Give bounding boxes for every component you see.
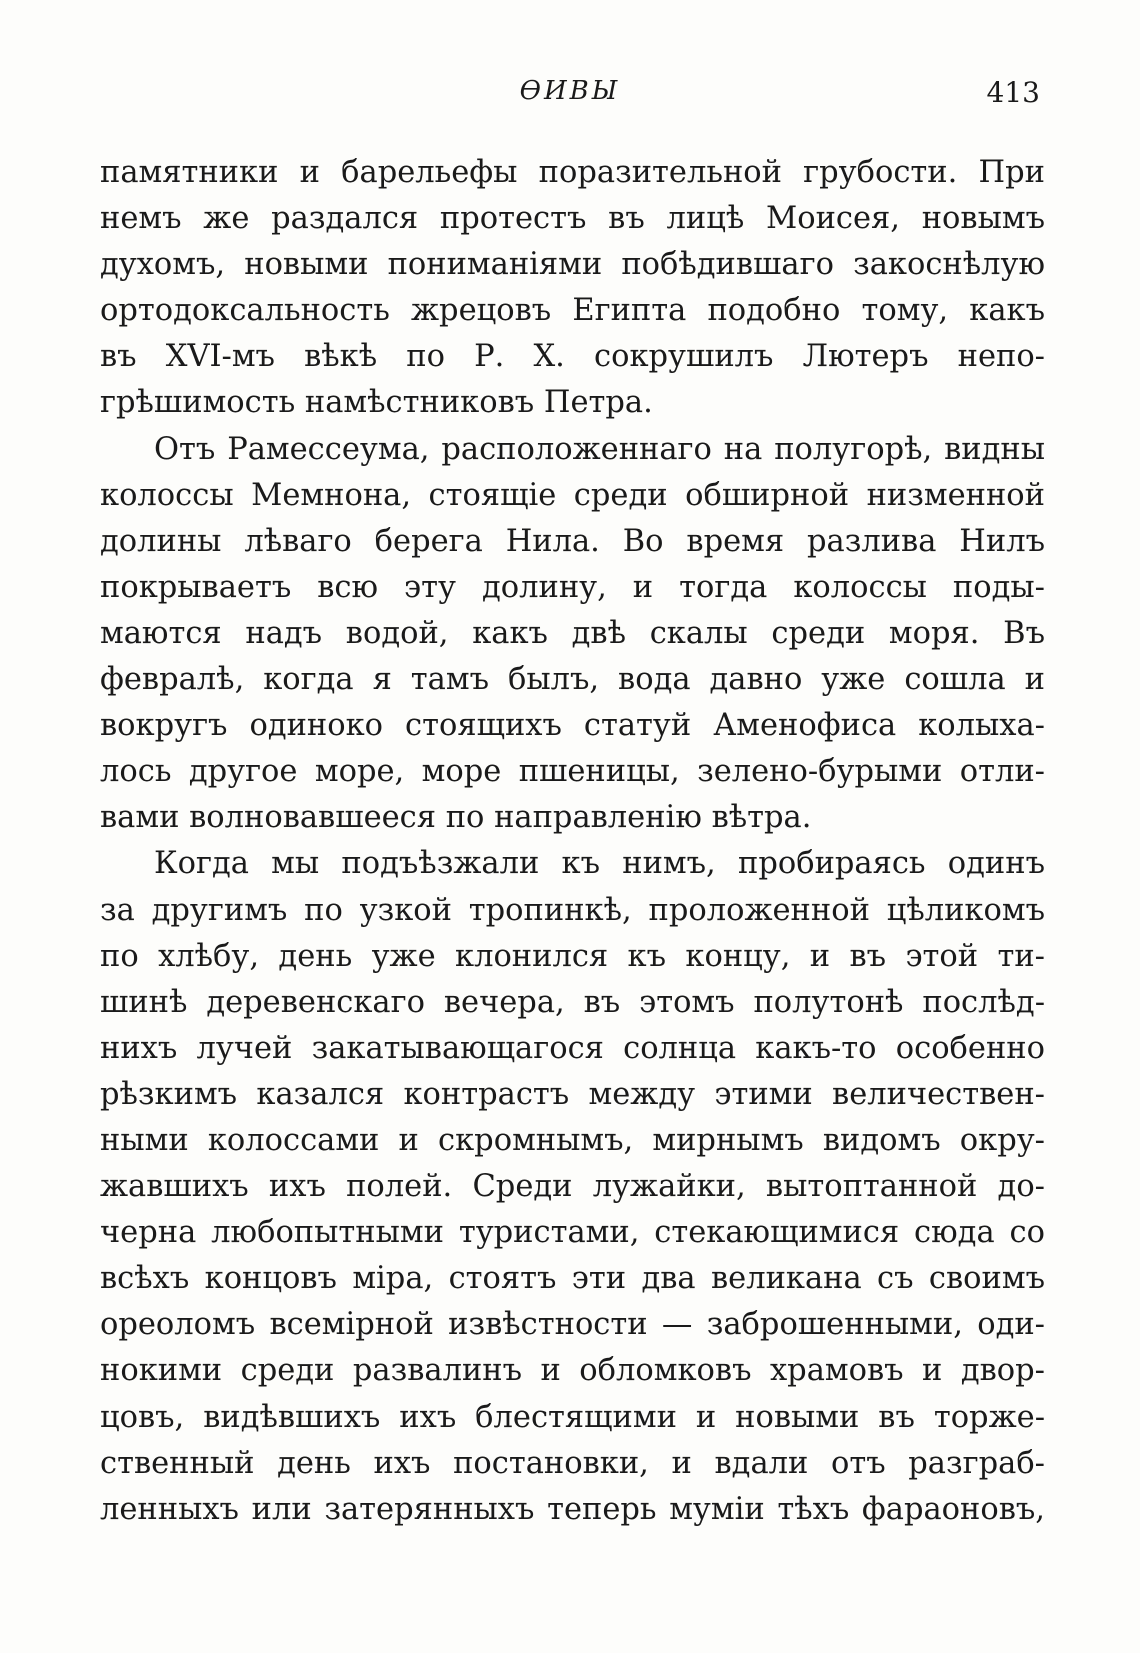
text-line: вами волновавшееся по направленію вѣтра. (100, 800, 812, 836)
text-line: маются надъ водой, какъ двѣ скалы среди моря. Въ (100, 615, 1045, 651)
text-line: всѣхъ концовъ міра, стоятъ эти два великана съ своимъ (100, 1261, 1045, 1297)
text-line: нокими среди развалинъ и обломковъ храмовъ и двор- (100, 1353, 1045, 1389)
text-line: цовъ, видѣвшихъ ихъ блестящими и новыми въ торже- (100, 1399, 1045, 1435)
page-number: 413 (986, 76, 1040, 109)
running-head (100, 72, 1040, 112)
text-line: лось другое море, море пшеницы, зелено-бурыми отли- (100, 754, 1045, 790)
text-line: долины лѣваго берега Нила. Во время разлива Нилъ (100, 523, 1045, 559)
text-line: Когда мы подъѣзжали къ нимъ, пробираясь одинъ (154, 846, 1045, 882)
text-line: немъ же раздался протестъ въ лицѣ Моисея, новымъ (100, 201, 1045, 237)
text-line: черна любопытными туристами, стекающимися сюда со (100, 1215, 1045, 1251)
text-line: нихъ лучей закатывающагося солнца какъ-то особенно (100, 1030, 1045, 1066)
text-line: рѣзкимъ казался контрастъ между этими величествен- (100, 1076, 1045, 1112)
text-line: въ XVI-мъ вѣкѣ по Р. X. сокрушилъ Лютеръ непо- (100, 339, 1045, 375)
text-line: грѣшимость намѣстниковъ Петра. (100, 385, 653, 421)
text-line: покрываетъ всю эту долину, и тогда колоссы поды- (100, 569, 1045, 605)
text-line: памятники и барельефы поразительной грубости. При (100, 155, 1045, 190)
running-title: ѲИВЫ (519, 76, 621, 106)
text-line: колоссы Мемнона, стоящіе среди обширной низменной (100, 477, 1045, 513)
text-line: духомъ, новыми пониманіями побѣдившаго закоснѣлую (100, 247, 1045, 283)
text-line: по хлѣбу, день уже клонился къ концу, и въ этой ти- (100, 938, 1045, 974)
body-text (100, 150, 1045, 1533)
text-line: ленныхъ или затерянныхъ теперь муміи тѣхъ фараоновъ, (100, 1491, 1045, 1527)
text-line: ортодоксальность жрецовъ Египта подобно тому, какъ (100, 293, 1045, 329)
text-line: вокругъ одиноко стоящихъ статуй Аменофиса колыха- (100, 708, 1045, 744)
text-line: ственный день ихъ постановки, и вдали отъ разграб- (100, 1445, 1045, 1481)
text-line: февралѣ, когда я тамъ былъ, вода давно уже сошла и (100, 662, 1045, 698)
text-line: Отъ Рамессеума, расположеннаго на полугорѣ, видны (154, 431, 1045, 467)
text-line: за другимъ по узкой тропинкѣ, проложенной цѣликомъ (100, 892, 1045, 928)
text-line: ными колоссами и скромнымъ, мирнымъ видомъ окру- (100, 1122, 1045, 1158)
text-line: жавшихъ ихъ полей. Среди лужайки, вытоптанной до- (100, 1169, 1045, 1205)
text-line: ореоломъ всемірной извѣстности — заброшенными, оди- (100, 1307, 1045, 1343)
text-line: шинѣ деревенскаго вечера, въ этомъ полутонѣ послѣд- (100, 984, 1045, 1020)
